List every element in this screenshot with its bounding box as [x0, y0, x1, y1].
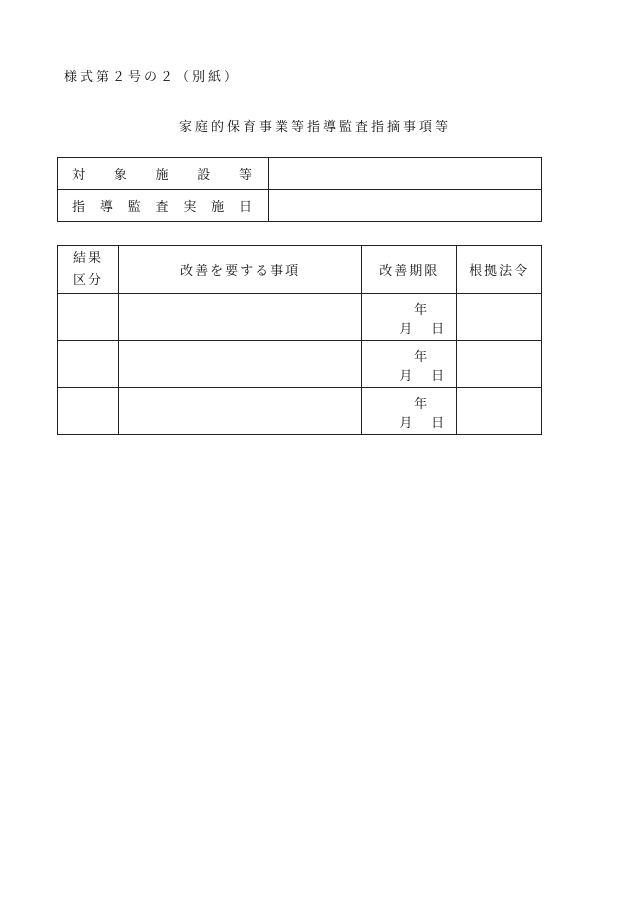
year-label: 年 [414, 397, 430, 412]
table-row [58, 341, 542, 388]
year-label: 年 [414, 350, 430, 365]
facility-label-char: 象 [113, 168, 127, 183]
findings-table [57, 245, 542, 435]
facility-info-table [57, 157, 542, 222]
audit-date-row [58, 190, 542, 222]
document-title: 家庭的保育事業等指導監査指摘事項等 [178, 120, 451, 135]
item-cell[interactable] [118, 388, 361, 435]
legal-basis-header: 根拠法令 [457, 246, 542, 294]
facility-label-char: 施 [155, 168, 169, 183]
deadline-cell[interactable] [362, 341, 457, 388]
audit-date-label-char: 指 [72, 200, 86, 215]
basis-cell[interactable] [457, 341, 542, 388]
month-label: 月 [399, 369, 415, 384]
audit-date-label-cell [58, 190, 269, 222]
findings-header-row [58, 246, 542, 294]
deadline-header: 改善期限 [362, 246, 457, 294]
month-label: 月 [399, 322, 415, 337]
result-category-header [58, 246, 119, 294]
day-label: 日 [431, 416, 447, 431]
result-cell[interactable] [58, 294, 119, 341]
audit-date-label-char: 日 [238, 200, 252, 215]
month-label: 月 [399, 416, 415, 431]
day-label: 日 [431, 369, 447, 384]
form-number: 様式第２号の２（別紙） [64, 70, 241, 85]
audit-date-label-char: 監 [127, 200, 141, 215]
facility-label-cell [58, 158, 269, 190]
audit-date-label-char: 実 [183, 200, 197, 215]
table-row [58, 388, 542, 435]
deadline-cell[interactable] [362, 388, 457, 435]
facility-row [58, 158, 542, 190]
item-cell[interactable] [118, 294, 361, 341]
result-header-line2: 区分 [72, 272, 103, 288]
basis-cell[interactable] [457, 294, 542, 341]
facility-label-char: 対 [72, 168, 86, 183]
basis-cell[interactable] [457, 388, 542, 435]
audit-date-label-char: 導 [99, 200, 113, 215]
audit-date-label-char: 査 [155, 200, 169, 215]
result-cell[interactable] [58, 341, 119, 388]
table-row [58, 294, 542, 341]
deadline-cell[interactable] [362, 294, 457, 341]
facility-label-char: 設 [197, 168, 211, 183]
result-cell[interactable] [58, 388, 119, 435]
improvement-items-header: 改善を要する事項 [118, 246, 361, 294]
result-header-line1: 結果 [72, 250, 103, 266]
item-cell[interactable] [118, 341, 361, 388]
audit-date-label-char: 施 [211, 200, 225, 215]
year-label: 年 [414, 303, 430, 318]
day-label: 日 [431, 322, 447, 337]
facility-label-char: 等 [238, 168, 252, 183]
facility-value-field[interactable] [269, 158, 542, 190]
audit-date-value-field[interactable] [269, 190, 542, 222]
